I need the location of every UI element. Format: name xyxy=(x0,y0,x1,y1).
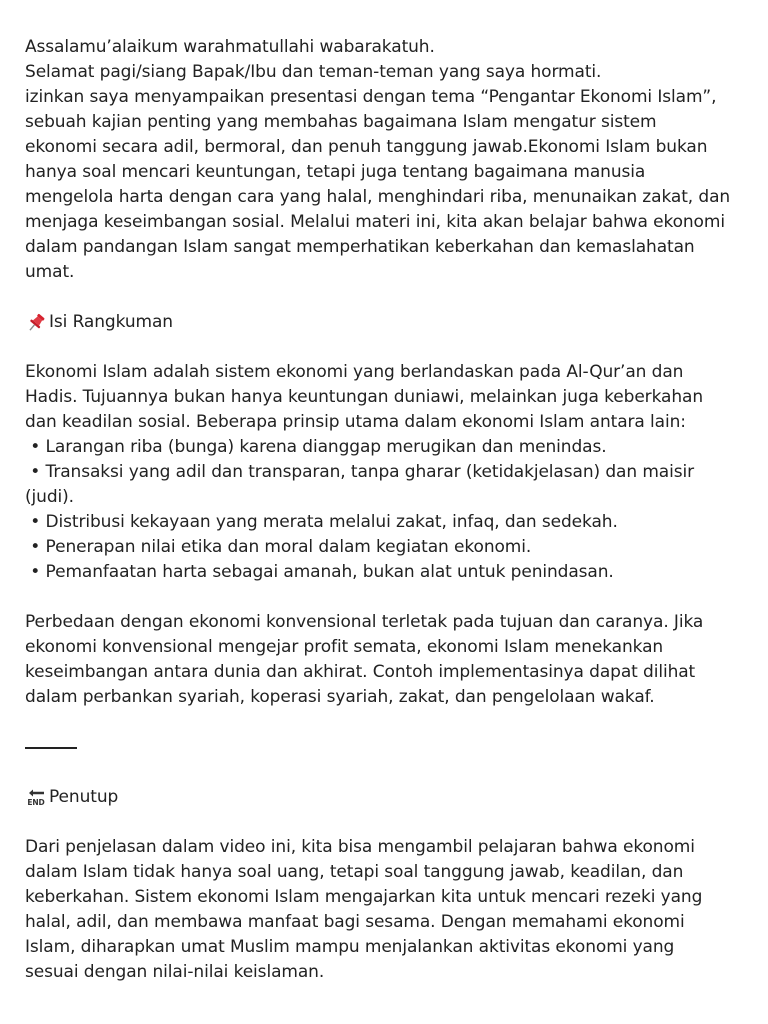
closing-heading-label: Penutup xyxy=(49,786,119,807)
text-line: mengelola harta dengan cara yang halal, menghindari riba, menunaikan zakat, dan xyxy=(25,187,731,207)
text-line: izinkan saya menyampaikan presentasi dengan tema “Pengantar Ekonomi Islam”, xyxy=(25,87,717,107)
text-line: dalam perbankan syariah, koperasi syariah, zakat, dan pengelolaan wakaf. xyxy=(25,687,655,707)
text-line: halal, adil, dan membawa manfaat bagi sesama. Dengan memahami ekonomi xyxy=(25,911,685,932)
text-line: dan keadilan sosial. Beberapa prinsip utama dalam ekonomi Islam antara lain: xyxy=(25,412,686,432)
text-line: Perbedaan dengan ekonomi konvensional terletak pada tujuan dan caranya. Jika xyxy=(25,612,704,632)
text-line: keseimbangan antara dunia dan akhirat. Contoh implementasinya dapat dilihat xyxy=(25,662,696,682)
principles-list xyxy=(25,435,760,585)
text-line: Islam, diharapkan umat Muslim mampu menjalankan aktivitas ekonomi yang xyxy=(25,936,675,957)
document-body xyxy=(25,35,760,985)
list-item: • Transaksi yang adil dan transparan, tanpa gharar (ketidakjelasan) dan maisir xyxy=(25,462,694,482)
list-item: • Larangan riba (bunga) karena dianggap merugikan dan menindas. xyxy=(25,437,607,457)
spacer xyxy=(25,285,760,310)
text-line: dalam Islam tidak hanya soal uang, tetapi soal tanggung jawab, keadilan, dan xyxy=(25,861,684,882)
text-line: menjaga keseimbangan sosial. Melalui materi ini, kita akan belajar bahwa ekonomi xyxy=(25,212,725,232)
spacer xyxy=(25,585,760,610)
comparison-paragraph xyxy=(25,610,760,710)
list-item: • Penerapan nilai etika dan moral dalam kegiatan ekonomi. xyxy=(25,537,532,557)
end-arrow-icon xyxy=(25,786,47,808)
spacer xyxy=(25,810,760,835)
closing-heading xyxy=(25,785,760,810)
text-line: umat. xyxy=(25,262,75,282)
text-line: Dari penjelasan dalam video ini, kita bisa mengambil pelajaran bahwa ekonomi xyxy=(25,836,695,857)
section-divider xyxy=(25,747,77,749)
spacer xyxy=(25,335,760,360)
text-line: ekonomi secara adil, bermoral, dan penuh tanggung jawab.Ekonomi Islam bukan xyxy=(25,137,708,157)
opening-paragraph xyxy=(25,35,760,285)
summary-heading xyxy=(25,310,760,335)
list-item: • Distribusi kekayaan yang merata melalui zakat, infaq, dan sedekah. xyxy=(25,512,618,532)
list-item-continuation: (judi). xyxy=(25,487,74,507)
text-line: ekonomi konvensional mengejar profit semata, ekonomi Islam menekankan xyxy=(25,637,664,657)
summary-intro-paragraph xyxy=(25,360,760,435)
text-line: keberkahan. Sistem ekonomi Islam mengajarkan kita untuk mencari rezeki yang xyxy=(25,886,703,907)
list-item: • Pemanfaatan harta sebagai amanah, bukan alat untuk penindasan. xyxy=(25,562,614,582)
text-line: Hadis. Tujuannya bukan hanya keuntungan duniawi, melainkan juga keberkahan xyxy=(25,387,703,407)
text-line: sebuah kajian penting yang membahas bagaimana Islam mengatur sistem xyxy=(25,112,657,132)
pushpin-icon xyxy=(25,312,47,334)
spacer xyxy=(25,760,760,785)
text-line: Selamat pagi/siang Bapak/Ibu dan teman-teman yang saya hormati. xyxy=(25,62,602,82)
text-line: dalam pandangan Islam sangat memperhatikan keberkahan dan kemaslahatan xyxy=(25,237,695,257)
summary-heading-label: Isi Rangkuman xyxy=(49,312,173,332)
closing-paragraph xyxy=(25,835,760,985)
svg-text:END: END xyxy=(27,798,45,807)
text-line: Ekonomi Islam adalah sistem ekonomi yang berlandaskan pada Al-Qur’an dan xyxy=(25,362,684,382)
text-line: sesuai dengan nilai-nilai keislaman. xyxy=(25,961,325,982)
text-line: Assalamu’alaikum warahmatullahi wabarakatuh. xyxy=(25,37,435,57)
text-line: hanya soal mencari keuntungan, tetapi juga tentang bagaimana manusia xyxy=(25,162,646,182)
spacer xyxy=(25,710,760,735)
